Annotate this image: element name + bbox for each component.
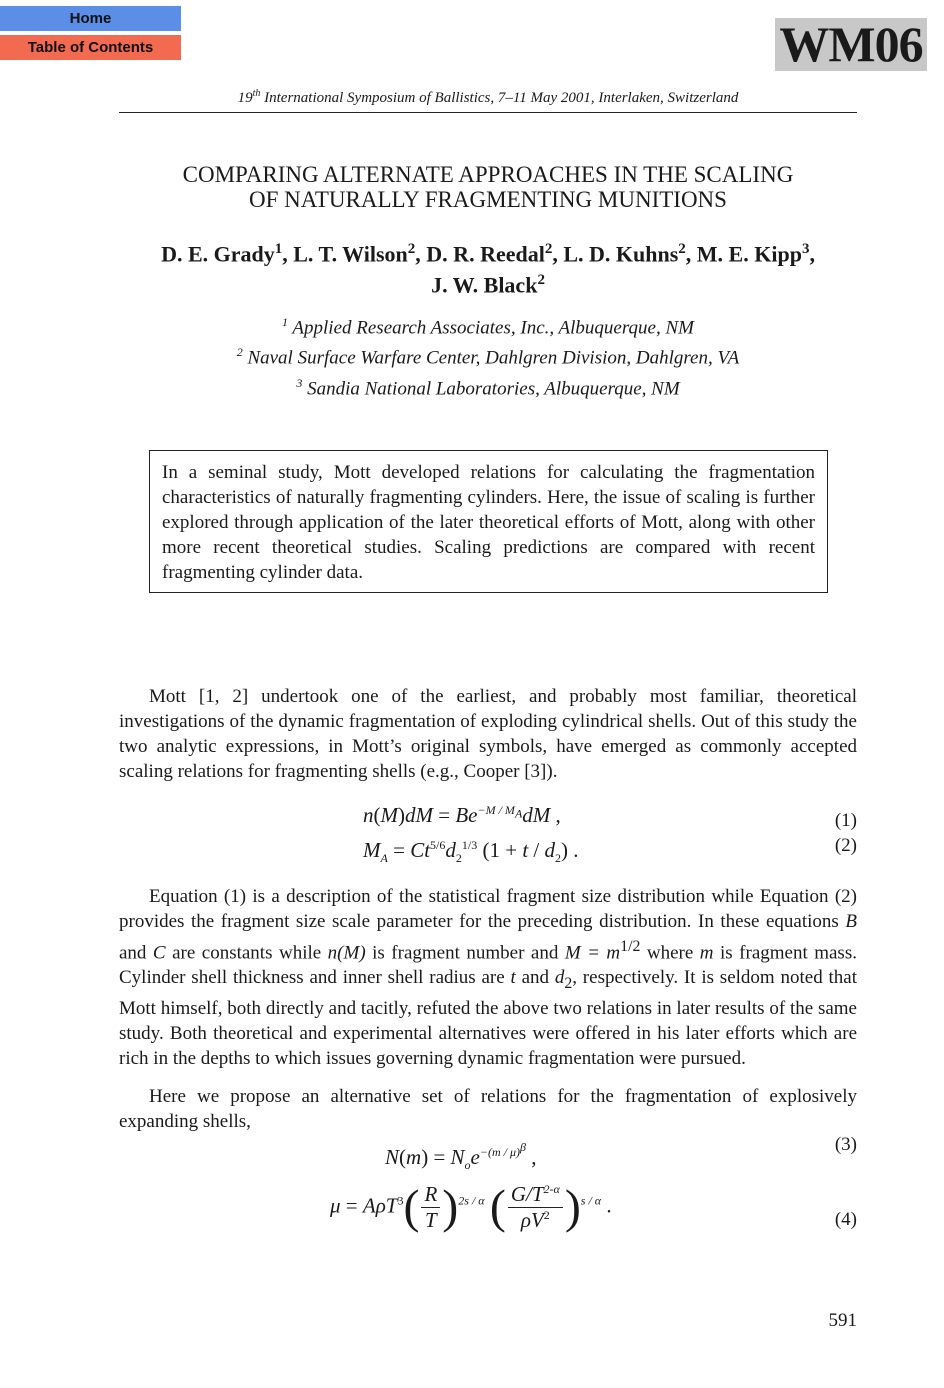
conference-ordinal-suffix: th (252, 88, 261, 99)
body-paragraph-3: Here we propose an alternative set of relations for the fragmentation of explosively expanding shells, (119, 1086, 857, 1132)
symbol-m: m (699, 942, 714, 964)
author-name: D. R. Reedal (426, 241, 545, 267)
author-affiliation-mark: 1 (274, 241, 283, 257)
author-list (119, 236, 857, 299)
affiliation-text: Naval Surface Warfare Center, Dahlgren Division, Dahlgren, VA (242, 347, 740, 369)
conference-header (119, 88, 857, 107)
author-affiliation-mark: 3 (801, 241, 810, 257)
affiliation-number: 2 (236, 345, 243, 360)
affiliation-number: 3 (296, 375, 303, 390)
equation-number: (3) (834, 1134, 857, 1155)
author-separator: , (282, 241, 294, 267)
author-separator: , (809, 241, 815, 267)
affiliation-number: 1 (282, 315, 289, 329)
paragraph-text: are constants while (165, 942, 328, 964)
equation-number: (4) (834, 1209, 857, 1230)
equation-number: (2) (834, 835, 857, 856)
paragraph-text: , respectively. It is seldom noted that Mott himself, both directly and tacitly, refuted the above two relations in later results of the same study. Both theoretical and experimental alternatives were offered in his later efforts which are rich in the depths to which issues governing dynamic fragmentation were pursued. (119, 967, 857, 1070)
symbol-d2: d (554, 967, 565, 989)
symbol-t: t (510, 967, 516, 989)
paragraph-text: and (515, 967, 555, 989)
paper-code-badge: WM06 (775, 18, 927, 71)
equation-1: $n(M)dM = Be^{-M / M_A}dM$ , (363, 803, 561, 827)
paragraph-text: Equation (1) is a description of the statistical fragment size distribution while Equation (2) provides the fragment size scale parameter for the preceding distribution. In these equations (119, 886, 857, 932)
page-number: 591 (828, 1310, 857, 1331)
symbol-C: C (152, 942, 166, 964)
affiliation-text: Applied Research Associates, Inc., Albuquerque, NM (288, 317, 694, 339)
table-of-contents-button[interactable]: Table of Contents (0, 35, 181, 60)
author-separator: , (685, 241, 697, 267)
paper-title (119, 162, 857, 212)
body-paragraph-2 (119, 884, 857, 1071)
conference-name: International Symposium of Ballistics, 7–11 May 2001, Interlaken, Switzerland (260, 90, 739, 106)
header-divider (119, 112, 857, 113)
abstract-box: In a seminal study, Mott developed relations for calculating the fragmentation characteristics of naturally fragmenting cylinders. Here, the issue of scaling is further explored through application of the later theoretical efforts of Mott, along with other more recent theoretical studies. Scaling predictions are compared with recent fragmenting cylinder data. (149, 450, 828, 593)
author-separator: , (415, 241, 427, 267)
affiliation-line (119, 371, 857, 401)
symbol-B: B (845, 911, 857, 932)
title-line-1: COMPARING ALTERNATE APPROACHES IN THE SCALING (182, 162, 794, 187)
paragraph-text: where (640, 942, 700, 964)
author-affiliation-mark: 2 (678, 241, 686, 257)
conference-ordinal: 19 (237, 90, 253, 106)
affiliation-line (119, 310, 857, 340)
affiliation-text: Sandia National Laboratories, Albuquerque, NM (302, 377, 680, 399)
title-line-2: OF NATURALLY FRAGMENTING MUNITIONS (249, 187, 727, 212)
equation-4: μ = AρT$^3$( $\frac{R}{T}$ )$^{2s / \alpha}$ ( $\frac{G/T^{2-\alpha}}{\rho V^2}$ )$^{s / \alpha}$ . (330, 1180, 612, 1234)
equation-2: $M_A = Ct^{5/6}d_2^{1/3}$ $(1 + t / d_2)$ . (363, 838, 579, 866)
affiliation-list (119, 310, 857, 401)
equation-3: $N(m) = N_oe^{-(m / \mu)^\beta}$ , (385, 1140, 537, 1173)
affiliation-line (119, 340, 857, 370)
author-name: M. E. Kipp (696, 241, 802, 267)
author-separator: , (552, 241, 564, 267)
paragraph-text: and (119, 942, 153, 964)
author-affiliation-mark: 2 (544, 241, 553, 257)
author-name: L. T. Wilson (293, 241, 408, 267)
author-affiliation-mark: 2 (407, 241, 416, 257)
author-name: L. D. Kuhns (563, 241, 679, 267)
author-affiliation-mark: 2 (537, 272, 545, 289)
author-name: J. W. Black (431, 272, 538, 298)
paragraph-text: is fragment mass. Cylinder shell thickness and inner shell radius are (119, 942, 857, 989)
equation-number: (1) (834, 810, 857, 831)
paragraph-text: is fragment number and (365, 942, 565, 964)
subscript-2: 2 (564, 975, 573, 993)
home-button[interactable]: Home (0, 6, 181, 31)
exponent-half: 1/2 (620, 938, 641, 955)
author-name: D. E. Grady (161, 241, 275, 267)
body-paragraph-1: Mott [1, 2] undertook one of the earliest, and probably most familiar, theoretical investigations of the dynamic fragmentation of exploding cylindrical shells. Out of this study the two analytic expressions, in Mott’s original symbols, have emerged as commonly accepted scaling relations for fragmenting shells (e.g., Cooper [3]). (119, 686, 857, 782)
symbol-M-equals-m: M = m (564, 942, 621, 964)
symbol-n-of-M: n(M) (327, 942, 366, 964)
